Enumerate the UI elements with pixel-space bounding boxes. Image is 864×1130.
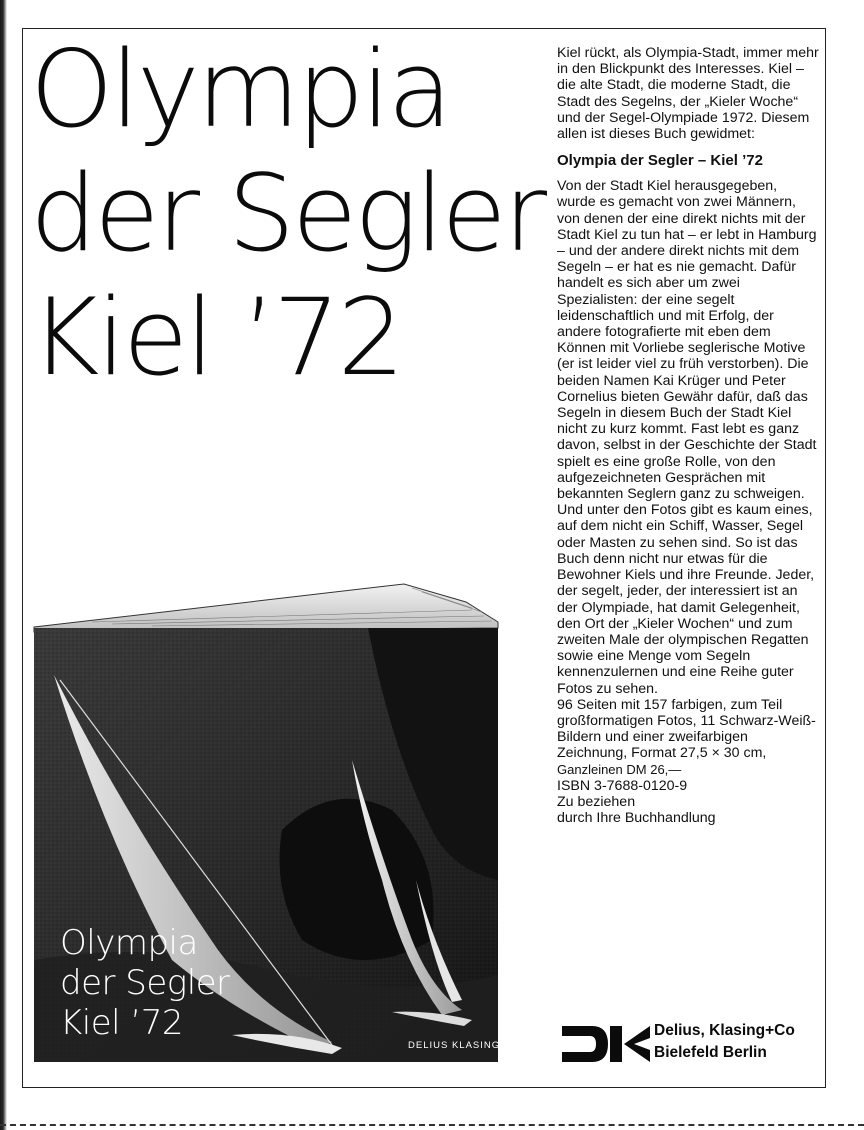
olympic-spiral-emblem-icon: [32, 580, 52, 600]
book-specs: 96 Seiten mit 157 farbigen, zum Teil großformatigen Fotos, 11 Schwarz-Weiß-Bildern und einer zweifarbigen Zeichnung, Format 27,5 × 30 cm,: [557, 696, 816, 762]
availability-line-2: durch Ihre Buchhandlung: [557, 810, 716, 827]
cover-title: [60, 923, 230, 1043]
headline-line-3: Kiel ’72: [30, 276, 402, 399]
headline: [30, 28, 550, 400]
availability-line-1: Zu beziehen: [557, 793, 636, 810]
book-cover-photo: [32, 580, 502, 1065]
book-subhead: Olympia der Segler – Kiel ’72: [557, 152, 763, 170]
body-paragraph: Von der Stadt Kiel herausgegeben, wurde es gemacht von zwei Männern, von denen der eine direkt nichts mit der Stadt Kiel zu tun hat – er lebt in Hamburg – und der andere direkt nichts mit dem Segeln – er hat es nie gemacht. Dafür handelt es sich aber um zwei Spezialisten: der eine segelt leidenschaftlich und mit Erfolg, der andere fotografierte mit eben dem Können mit Vorliebe seglerische Motive (er ist leider viel zu früh verstorben). Die beiden Namen Kai Krüger und Peter Cornelius bieten Gewähr dafür, daß das Segeln in diesem Buch der Stadt Kiel nicht zu kurz kommt. Fast lebt es ganz davon, selbst in der Geschichte der Stadt spielt es eine große Rolle, von den aufgezeichneten Gesprächen mit bekannten Seglern ganz zu schweigen. Und unter den Fotos gibt es kaum eines, auf dem nicht ein Schiff, Wasser, Segel oder Masten zu sehen sind. So ist das Buch denn nicht nur etwas für die Bewohner Kiels und ihre Freunde. Jeder, der segelt, jeder, der interessiert ist an der Olympiade, hat damit Gelegenheit, den Ort der „Kieler Wochen“ und zum zweiten Male der olympischen Regatten sowie eine Menge vom Segeln kennenzulernen und eine Reihe guter Fotos zu sehen.: [557, 178, 817, 697]
page-cut-line: [0, 1124, 864, 1126]
scan-edge-shadow: [0, 0, 7, 1130]
cover-title-line-3: Kiel ’72: [60, 1003, 183, 1043]
headline-line-2: der Segler: [30, 152, 545, 275]
cover-title-line-2: der Segler: [60, 963, 230, 1003]
cover-publisher-imprint: DELIUS KLASING: [408, 1040, 501, 1051]
dk-monogram-icon: [562, 1024, 650, 1064]
cover-title-line-1: Olympia: [60, 923, 198, 963]
publisher-name-line-2: Bielefeld Berlin: [654, 1044, 767, 1061]
publisher-name-line-1: Delius, Klasing+Co: [654, 1022, 795, 1039]
headline-line-1: Olympia: [30, 28, 450, 151]
ad-copy: [557, 45, 819, 826]
book-isbn: ISBN 3-7688-0120-9: [557, 777, 688, 794]
book-price: Ganzleinen DM 26,—: [557, 761, 682, 777]
intro-paragraph: Kiel rückt, als Olympia-Stadt, immer mehr in den Blickpunkt des Interesses. Kiel – die alte Stadt, die moderne Stadt, die Stadt des Segelns, der „Kieler Woche“ und der Segel-Olympiade 1972. Diesem allen ist dieses Buch gewidmet:: [557, 45, 819, 143]
publisher-name: [654, 1020, 824, 1064]
